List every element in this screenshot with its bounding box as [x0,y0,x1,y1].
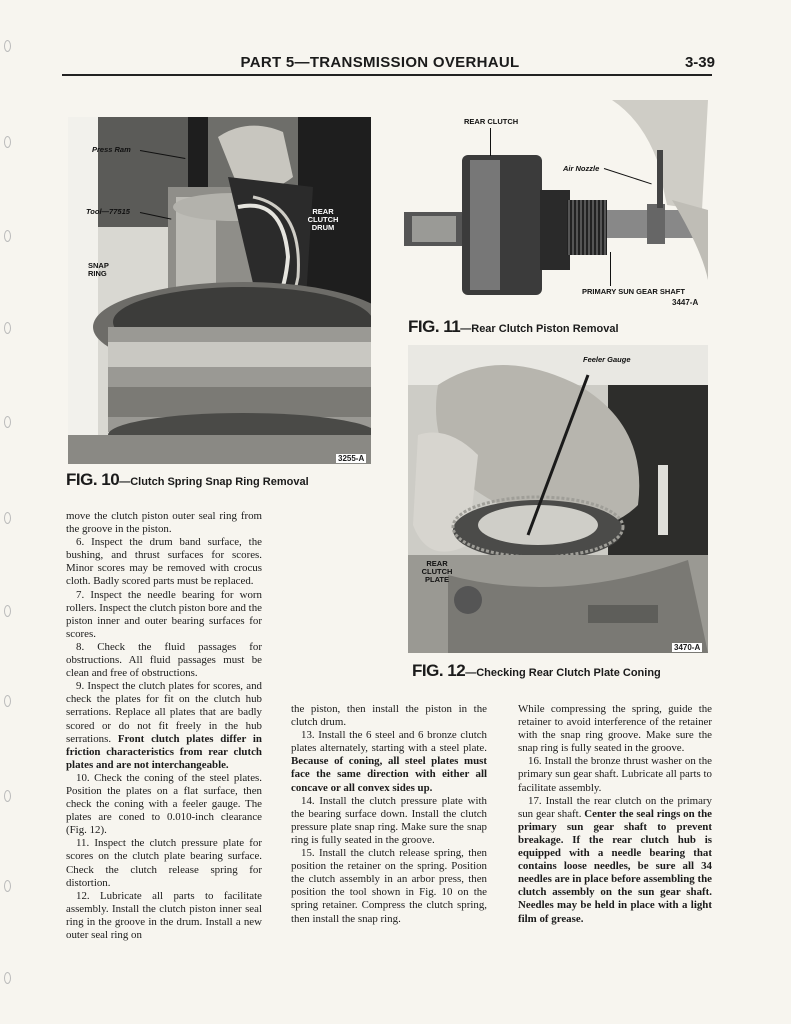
fig11-label-primary-sun-gear-shaft: PRIMARY SUN GEAR SHAFT [582,287,685,296]
text-column-1 [66,510,262,942]
paragraph-emphasis: Because of coning, all steel plates must face the same direction with either all concave or all convex sides up. [291,755,487,794]
page-number: 3-39 [684,54,715,71]
fig11-leader-line [610,252,611,286]
text-column-2 [291,703,487,926]
margin-hole-mark [4,230,11,242]
fig10-caption-text: —Clutch Spring Snap Ring Removal [119,476,309,488]
fig11-leader-line [490,128,491,156]
margin-hole-mark [4,790,11,802]
paragraph [66,680,262,772]
paragraph [291,729,487,794]
paragraph: 15. Install the clutch release spring, then position the retainer on the spring. Position the clutch assembly in an arbor press, then position the tool shown in Fig. 10 on the spring retainer. Compress the clutch spring, then install the snap ring. [291,847,487,925]
fig12-code: 3470-A [674,643,701,652]
paragraph [518,795,712,926]
fig12-caption-text: —Checking Rear Clutch Plate Coning [465,667,661,679]
margin-hole-mark [4,972,11,984]
paragraph-emphasis: Front clutch plates differ in friction characteristics from rear clutch plates and are not interchangeable. [66,732,262,771]
paragraph-text: 9. Inspect the clutch plates for scores, and check the plates for fit on the clutch hub serrations. Replace all plates that are badly scored or do not fit freely in the hub serrations. [66,680,262,745]
fig12-photo [408,345,708,653]
paragraph-text: 17. Install the rear clutch on the primary sun gear shaft. [518,794,712,820]
fig10-caption-number: FIG. 10 [66,470,120,489]
margin-hole-mark [4,512,11,524]
fig12-label-feeler-gauge: Feeler Gauge [583,355,631,364]
fig12-caption-number: FIG. 12 [412,661,466,680]
fig11-caption [408,317,619,337]
fig10-label-tool: Tool—77515 [86,207,130,216]
paragraph: 6. Inspect the drum band surface, the bushing, and thrust surfaces for scores. Minor scores may be removed with crocus cloth. Badly scored parts must be replaced. [66,536,262,588]
fig11-photo [402,100,708,300]
running-header-title: PART 5—TRANSMISSION OVERHAUL [240,54,520,71]
margin-hole-mark [4,880,11,892]
paragraph: 14. Install the clutch pressure plate with the bearing surface down. Install the clutch pressure plate snap ring. Make sure the snap ring is fully seated in the groove. [291,794,487,846]
fig11-caption-number: FIG. 11 [408,317,461,336]
fig10-caption [66,470,309,490]
paragraph: 11. Inspect the clutch pressure plate for scores on the clutch plate bearing surface. Check the clutch release spring for distortion. [66,837,262,889]
margin-hole-mark [4,416,11,428]
margin-hole-mark [4,136,11,148]
fig11-label-rear-clutch: REAR CLUTCH [464,117,519,126]
paragraph: move the clutch piston outer seal ring from the groove in the piston. [66,510,262,536]
fig11-caption-text: —Rear Clutch Piston Removal [460,323,619,335]
paragraph: 8. Check the fluid passages for obstructions. All fluid passages must be clean and free of obstructions. [66,640,262,680]
paragraph: 10. Check the coning of the steel plates. Position the plates on a flat surface, then check the coning with a feeler gauge. The plates are coned to 0.010-inch clearance (Fig. 12). [66,771,262,837]
paragraph: 16. Install the bronze thrust washer on the primary sun gear shaft. Lubricate all parts to facilitate assembly. [518,755,712,794]
paragraph-text: 13. Install the 6 steel and 6 bronze clutch plates alternately, starting with a steel plate. [291,729,487,755]
fig10-photo [68,117,371,464]
margin-hole-mark [4,695,11,707]
fig10-code: 3255-A [338,454,365,463]
text-column-3 [518,703,712,926]
paragraph: the piston, then install the piston in the clutch drum. [291,703,487,729]
margin-hole-mark [4,605,11,617]
margin-hole-mark [4,322,11,334]
fig11-label-air-nozzle: Air Nozzle [563,164,600,173]
paragraph: 7. Inspect the needle bearing for worn rollers. Inspect the clutch piston bore and the piston inner and outer bearing surfaces for scores. [66,588,262,640]
fig12-caption [412,661,661,681]
header-rule [62,74,712,76]
paragraph: While compressing the spring, guide the retainer to avoid interference of the retainer with the snap ring groove. Make sure the snap ring is fully seated in the groove. [518,703,712,755]
fig12-label-rear-clutch-plate: REAR CLUTCH PLATE [421,559,453,584]
paragraph-emphasis: Center the seal rings on the primary sun gear shaft to prevent breakage. If the rear clutch hub is equipped with a needle bearing that contains loose needles, be sure all 34 needles are in place before assembling the clutch assembly on the sun gear shaft. Needles may be held in place with a light film of grease. [518,807,712,925]
fig10-label-snap-ring: SNAP RING [88,261,109,278]
fig11-code: 3447-A [672,298,699,307]
fig10-label-rear-clutch-drum: REAR CLUTCH DRUM [307,207,339,232]
paragraph: 12. Lubricate all parts to facilitate assembly. Install the clutch piston inner seal ring in the groove in the drum. Install a new outer seal ring on [66,889,262,941]
fig10-label-press-ram: Press Ram [92,145,131,154]
margin-hole-mark [4,40,11,52]
